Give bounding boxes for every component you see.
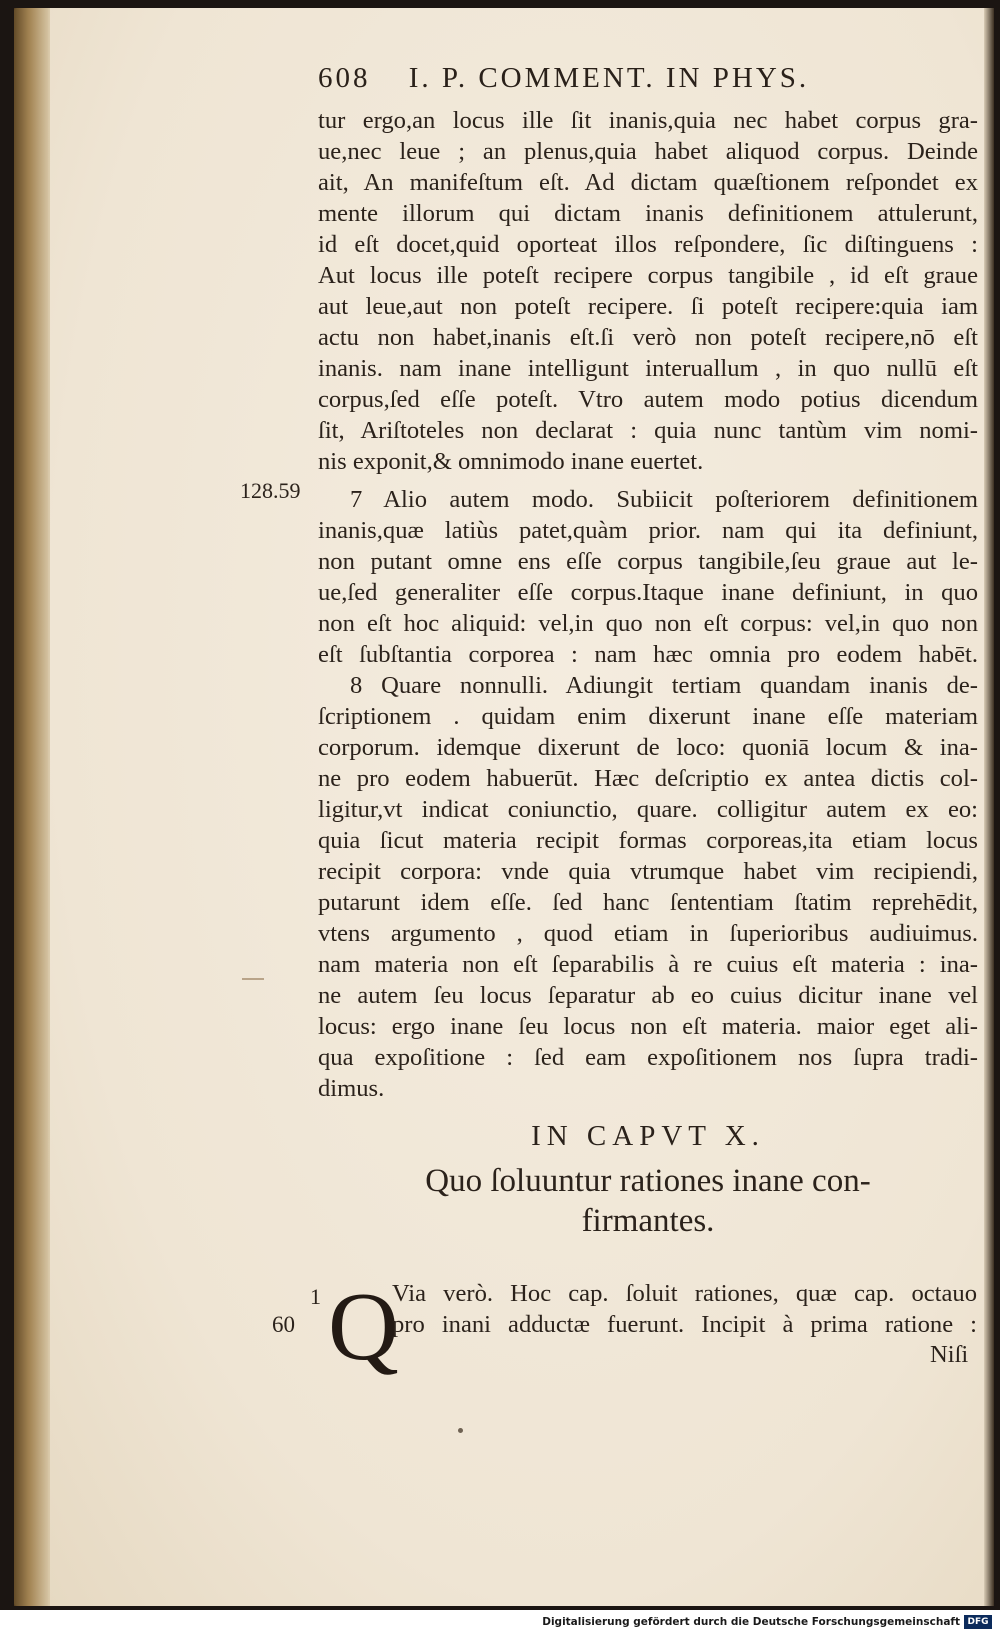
text-line: id eſt docet,quid oporteat illos reſpondere, ſic diſtinguens : bbox=[318, 231, 978, 258]
ink-speck bbox=[458, 1428, 463, 1433]
text-line: ue,ſed generaliter eſſe corpus.Itaque inane definiunt, in quo bbox=[318, 579, 978, 606]
text-line: non putant omne ens eſſe corpus tangibile,ſeu graue aut le- bbox=[318, 548, 978, 575]
text-line: mente illorum qui dictam inanis definitionem attulerunt, bbox=[318, 200, 978, 227]
text-line: eſt ſubſtantia corporea : nam hæc omnia pro eodem habēt. bbox=[318, 641, 978, 668]
page-edge bbox=[984, 8, 994, 1606]
catchword: Niſi bbox=[930, 1341, 969, 1368]
folio-number: 608 bbox=[318, 62, 371, 94]
text-line: actu non habet,inanis eſt.ſi verò non poteſt recipere,nō eſt bbox=[318, 324, 978, 351]
text-line: 8 Quare nonnulli. Adiungit tertiam quandam inanis de- bbox=[350, 672, 978, 699]
text-line: nam materia non eſt ſeparabilis à re cuius eſt materia : ina- bbox=[318, 951, 978, 978]
text-line: inanis. nam inane intelligunt interuallum , in quo nullū eſt bbox=[318, 355, 978, 382]
chapter-title-line-1: Quo ſoluuntur rationes inane con- bbox=[425, 1163, 871, 1199]
text-line: Via verò. Hoc cap. ſoluit rationes, quæ cap. octauo bbox=[392, 1280, 977, 1307]
text-line: pro inani adductæ fuerunt. Incipit à prima ratione : bbox=[392, 1311, 977, 1338]
paragraph-number: 1 bbox=[310, 1284, 321, 1309]
text-line: locus: ergo inane ſeu locus non eſt materia. maior eget ali- bbox=[318, 1013, 978, 1040]
text-block-1 bbox=[318, 105, 978, 477]
text-line: qua expoſitione : ſed eam expoſitionem nos ſupra tradi- bbox=[318, 1044, 978, 1071]
margin-mark bbox=[242, 978, 264, 980]
text-line: nis exponit,& omnimodo inane euertet. bbox=[318, 448, 704, 475]
text-line: vtens argumento , quod etiam in ſuperioribus audiuimus. bbox=[318, 920, 978, 947]
text-line: ſcriptionem . quidam enim dixerunt inane eſſe materiam bbox=[318, 703, 978, 730]
text-line: Aut locus ille poteſt recipere corpus tangibile , id eſt graue bbox=[318, 262, 978, 289]
margin-reference-128: 128.59 bbox=[240, 478, 301, 503]
text-line: corporum. idemque dixerunt de loco: quoniā locum & ina- bbox=[318, 734, 978, 761]
text-line: aut leue,aut non poteſt recipere. ſi poteſt recipere:quia iam bbox=[318, 293, 978, 320]
text-line: non eſt hoc aliquid: vel,in quo non eſt corpus: vel,in quo non bbox=[318, 610, 978, 637]
chapter-heading: IN CAPVT X. bbox=[531, 1120, 765, 1152]
text-line: putarunt idem eſſe. ſed hanc ſententiam ſtatim reprehēdit, bbox=[318, 889, 978, 916]
margin-reference-60: 60 bbox=[272, 1312, 295, 1337]
drop-cap: Q bbox=[328, 1273, 399, 1381]
text-line: inanis,quæ latiùs patet,quàm prior. nam qui ita definiunt, bbox=[318, 517, 978, 544]
funding-credit: Digitalisierung gefördert durch die Deutsche Forschungsgemeinschaft bbox=[542, 1616, 960, 1628]
dfg-logo: DFG bbox=[964, 1615, 992, 1629]
text-line: ait, An manifeſtum eſt. Ad dictam quæſtionem reſpondet ex bbox=[318, 169, 978, 196]
text-line: recipit corpora: vnde quia vtrumque habet vim recipiendi, bbox=[318, 858, 978, 885]
gutter-shadow bbox=[14, 8, 50, 1606]
text-line: ſit, Ariſtoteles non declarat : quia nunc tantùm vim nomi- bbox=[318, 417, 978, 444]
running-header bbox=[318, 62, 908, 95]
text-line: tur ergo,an locus ille ſit inanis,quia nec habet corpus gra- bbox=[318, 107, 978, 134]
running-title: I. P. COMMENT. IN PHYS. bbox=[408, 62, 810, 94]
text-line: dimus. bbox=[318, 1075, 385, 1102]
text-line: ligitur,vt indicat coniunctio, quare. colligitur autem ex eo: bbox=[318, 796, 978, 823]
text-line: ne autem ſeu locus ſeparatur ab eo cuius dicitur inane vel bbox=[318, 982, 978, 1009]
text-line: corpus,ſed eſſe poteſt. Vtro autem modo potius dicendum bbox=[318, 386, 978, 413]
text-line: quia ſicut materia recipit formas corporeas,ita etiam locus bbox=[318, 827, 978, 854]
chapter-title-line-2: firmantes. bbox=[581, 1203, 715, 1239]
text-line: 7 Alio autem modo. Subiicit poſteriorem definitionem bbox=[350, 486, 978, 513]
text-line: ue,nec leue ; an plenus,quia habet aliquod corpus. Deinde bbox=[318, 138, 978, 165]
text-block-2 bbox=[318, 484, 978, 1104]
text-line: ne pro eodem habuerūt. Hæc deſcriptio ex antea dictis col- bbox=[318, 765, 978, 792]
